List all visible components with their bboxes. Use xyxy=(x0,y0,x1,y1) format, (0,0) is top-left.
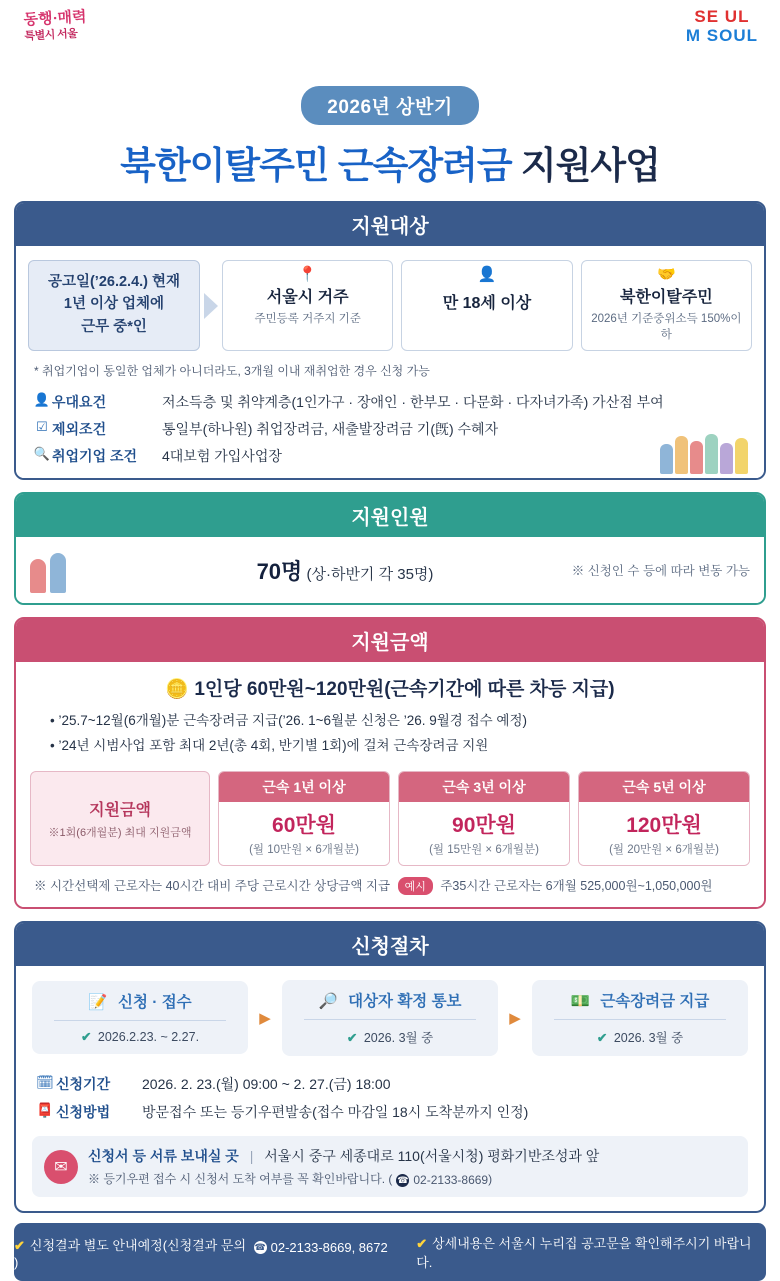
check-box-icon: ☑ xyxy=(36,419,48,434)
section-amount-heading: 지원금액 xyxy=(16,619,764,662)
footer-item-detail xyxy=(416,1233,766,1271)
process-info-list xyxy=(16,1062,764,1128)
target-card-title: 서울시 거주 xyxy=(266,289,349,306)
check-icon: ✔ xyxy=(80,1030,92,1045)
check-icon: ✔ xyxy=(596,1030,608,1045)
process-arrow-icon: ▶ xyxy=(259,1009,271,1027)
people-note: ※ 신청인 수 등에 따라 변동 가능 xyxy=(571,564,750,578)
amount-tier-5yr xyxy=(578,771,750,866)
target-tenure-line2: 1년 이상 업체에 xyxy=(63,296,165,313)
process-step-date: 2026. 3월 중 xyxy=(613,1030,684,1045)
page-title xyxy=(14,135,766,189)
section-process-heading: 신청절차 xyxy=(16,923,764,966)
arrow-icon xyxy=(200,260,222,351)
amount-headline-row xyxy=(16,662,764,709)
section-target-heading: 지원대상 xyxy=(16,203,764,246)
people-count-text xyxy=(150,555,540,586)
info-row-period xyxy=(34,1074,748,1094)
amount-tier-value: 120만원 xyxy=(626,813,702,837)
hand-coin-icon: 🤝 xyxy=(656,266,676,283)
target-card-sub: 2026년 기준중위소득 150%이하 xyxy=(591,313,742,341)
address-note xyxy=(88,1170,736,1188)
amount-bullet: • ’24년 시범사업 포함 최대 2년(총 4회, 반기별 1회)에 걸쳐 근속장려금 지원 xyxy=(50,737,489,753)
page-title-tail: 지원사업 xyxy=(520,145,660,186)
seoul-slogan-logo xyxy=(23,8,88,44)
divider xyxy=(554,1019,726,1020)
target-card-residence xyxy=(222,260,393,351)
process-step-date: 2026. 3월 중 xyxy=(363,1030,434,1045)
target-tenure-line1: 공고일(’26.2.4.) 현재 xyxy=(47,274,181,290)
condition-value: 4대보험 가입사업장 xyxy=(162,448,282,464)
search-icon: 🔍 xyxy=(33,446,51,461)
magnifier-icon: 🔎 xyxy=(318,992,338,1010)
people-count: 70명 xyxy=(256,558,303,584)
target-card-title: 북한이탈주민 xyxy=(619,289,713,306)
document-pen-icon: 📝 xyxy=(88,994,108,1012)
info-row-method xyxy=(34,1102,748,1122)
logo-right-line2: M SOUL xyxy=(685,25,758,45)
process-step-title: 근속장려금 지급 xyxy=(600,992,710,1010)
address-title: 신청서 등 서류 보내실 곳 xyxy=(88,1147,239,1164)
condition-row xyxy=(32,419,748,439)
amount-tier-head: 근속 3년 이상 xyxy=(399,772,569,802)
header xyxy=(14,0,766,72)
section-people-heading: 지원인원 xyxy=(16,494,764,537)
section-amount xyxy=(14,617,766,909)
logo-left-line2: 특별시 서울 xyxy=(24,27,78,43)
divider xyxy=(304,1019,476,1020)
section-target xyxy=(14,201,766,480)
phone-icon: ☎ xyxy=(254,1241,266,1252)
money-icon: 💵 xyxy=(570,992,590,1010)
check-icon: ✔ xyxy=(14,1237,25,1253)
address-line xyxy=(88,1146,736,1166)
amount-bullets xyxy=(16,709,764,767)
process-step-title: 신청 · 접수 xyxy=(117,994,192,1012)
envelope-icon: ✉ xyxy=(44,1150,78,1184)
footer-item1-post: ) xyxy=(14,1254,19,1270)
address-value: 서울시 중구 세종대로 110(서울시청) 평화기반조성과 앞 xyxy=(264,1147,600,1164)
divider xyxy=(54,1020,226,1021)
target-tenure-line3: 근무 중*인 xyxy=(81,318,147,335)
footer-item2: 상세내용은 서울시 누리집 공고문을 확인해주시기 바랍니다. xyxy=(416,1236,752,1271)
process-step-confirm xyxy=(282,980,498,1056)
page-title-main: 북한이탈주민 근속장려금 xyxy=(120,145,512,186)
amount-footnote xyxy=(16,872,764,907)
person-plus-icon: 👤 xyxy=(477,266,497,283)
address-phone: ☎ 02-2133-8669 xyxy=(397,1173,489,1188)
coins-icon: 🪙 xyxy=(165,679,190,700)
footer-phone: ☎ 02-2133-8669, 8672 xyxy=(254,1239,388,1255)
target-card-age xyxy=(401,260,572,351)
amount-headline: 1인당 60만원~120만원(근속기간에 따른 차등 지급) xyxy=(194,679,615,700)
amount-footnote-post: 주35시간 근로자는 6개월 525,000원~1,050,000원 xyxy=(440,878,713,893)
person-icon: 👤 xyxy=(33,392,51,407)
amount-tier-detail: (월 15만원 × 6개월분) xyxy=(429,843,539,856)
condition-row xyxy=(32,446,748,466)
address-note-pre: ※ 등기우편 접수 시 신청서 도착 여부를 꼭 확인바랍니다. ( xyxy=(88,1171,393,1186)
condition-value: 통일부(하나원) 취업장려금, 새출발장려금 기(旣) 수혜자 xyxy=(162,421,499,437)
process-step-payment xyxy=(532,980,748,1056)
amount-tier-head: 근속 1년 이상 xyxy=(219,772,389,802)
info-label: 신청방법 xyxy=(56,1103,111,1120)
amount-bullet: • ’25.7~12월(6개월)분 근속장려금 지급(’26. 1~6월분 신청은 ’26. 9월경 접수 예정) xyxy=(50,713,527,728)
condition-label: 취업기업 조건 xyxy=(52,448,138,464)
process-step-date-row xyxy=(38,1029,242,1044)
mail-box-icon: 📮 xyxy=(36,1101,54,1118)
condition-label: 제외조건 xyxy=(52,421,107,437)
check-icon: ✔ xyxy=(346,1030,358,1045)
process-step-date-row xyxy=(288,1028,492,1046)
section-process xyxy=(14,921,766,1214)
target-card-status xyxy=(581,260,752,351)
process-step-apply xyxy=(32,981,248,1054)
process-step-date-row xyxy=(538,1028,742,1046)
amount-tier-value: 60만원 xyxy=(272,813,336,837)
info-label: 신청기간 xyxy=(56,1075,111,1092)
period-badge: 2026년 상반기 xyxy=(301,86,478,125)
footer xyxy=(14,1223,766,1281)
process-step-title-row xyxy=(288,989,492,1011)
people-illustration xyxy=(660,428,748,474)
amount-tier-value: 90만원 xyxy=(452,813,516,837)
info-value: 2026. 2. 23.(월) 09:00 ~ 2. 27.(금) 18:00 xyxy=(142,1075,391,1092)
process-step-date: 2026.2.23. ~ 2.27. xyxy=(97,1030,200,1045)
people-detail: (상·하반기 각 35명) xyxy=(306,565,434,583)
seoul-my-soul-logo xyxy=(686,8,758,45)
address-separator: | xyxy=(249,1147,254,1164)
target-conditions xyxy=(16,383,764,478)
amount-tier-detail: (월 20만원 × 6개월분) xyxy=(609,843,719,856)
target-note: * 취업기업이 동일한 업체가 아니더라도, 3개월 이내 재취업한 경우 신청 가능 xyxy=(34,364,430,378)
process-step-title: 대상자 확정 통보 xyxy=(348,992,462,1010)
section-people xyxy=(14,492,766,605)
info-value: 방문접수 또는 등기우편발송(접수 마감일 18시 도착분까지 인정) xyxy=(142,1103,529,1120)
logo-right-line1: SE UL xyxy=(694,7,750,26)
footer-item-result xyxy=(14,1235,390,1270)
target-card-title: 만 18세 이상 xyxy=(442,295,532,312)
process-step-title-row xyxy=(538,989,742,1011)
check-icon: ✔ xyxy=(416,1236,428,1252)
address-note-post: ) xyxy=(488,1171,493,1186)
amount-tier-3yr xyxy=(398,771,570,866)
target-tenure-box xyxy=(28,260,200,351)
condition-value: 저소득층 및 취약계층(1인가구 · 장애인 · 한부모 · 다문화 · 다자녀가족) 가산점 부여 xyxy=(162,394,664,410)
amount-table-label-cell xyxy=(30,771,210,866)
amount-tier-head: 근속 5년 이상 xyxy=(579,772,749,802)
process-steps xyxy=(16,966,764,1062)
amount-table-sublabel: ※1회(6개월분) 최대 지원금액 xyxy=(48,826,192,839)
footer-item1-pre: 신청결과 별도 안내예정(신청결과 문의 xyxy=(29,1237,250,1253)
target-card-sub: 주민등록 거주지 기준 xyxy=(254,313,361,325)
condition-label: 우대요건 xyxy=(52,394,107,410)
location-pin-icon: 📍 xyxy=(298,266,317,283)
example-tag: 예시 xyxy=(398,877,433,895)
calendar-icon: 🗓 xyxy=(36,1073,54,1090)
amount-tier-1yr xyxy=(218,771,390,866)
process-arrow-icon: ▶ xyxy=(509,1009,521,1027)
amount-table-label: 지원금액 xyxy=(89,801,151,819)
amount-tier-detail: (월 10만원 × 6개월분) xyxy=(249,843,359,856)
amount-footnote-pre: ※ 시간선택제 근로자는 40시간 대비 주당 근로시간 상당금액 지급 xyxy=(34,878,391,893)
cheer-illustration xyxy=(30,547,150,593)
submission-address-box xyxy=(32,1136,748,1198)
condition-row xyxy=(32,392,748,412)
logo-left-line1: 동행·매력 xyxy=(23,9,87,29)
target-criteria-row xyxy=(16,246,764,355)
process-step-title-row xyxy=(38,990,242,1012)
period-badge-wrap xyxy=(14,72,766,125)
amount-table xyxy=(16,767,764,872)
phone-icon: ☎ xyxy=(397,1174,409,1185)
